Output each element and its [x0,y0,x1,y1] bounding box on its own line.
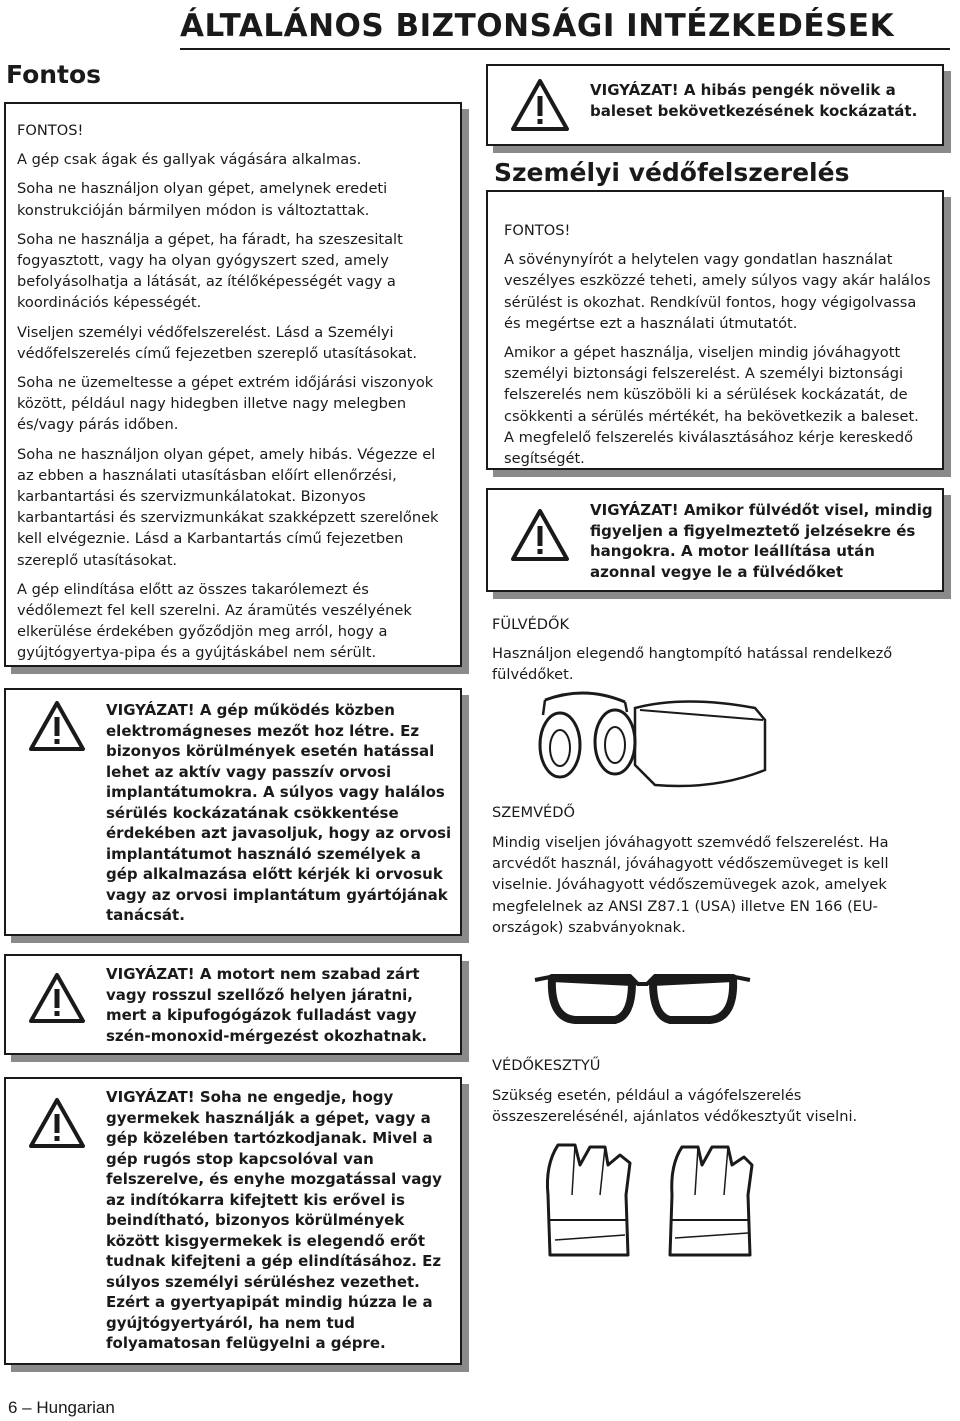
warning-box-ear-protection [486,488,944,592]
ear-protector-visor-illustration [515,690,775,795]
page-header-title: ÁLTALÁNOS BIZTONSÁGI INTÉZKEDÉSEK [180,8,895,44]
warning-box-children [4,1077,462,1365]
warning-triangle-icon [28,700,86,756]
warning-triangle-icon [510,508,570,566]
eye-protection-heading: SZEMVÉDŐ [492,804,576,821]
fontos-paragraph: Soha ne használjon olyan gépet, amelynek eredeti konstrukcióján bármilyen módon is változtattak. [17,180,388,219]
protective-gloves-illustration [530,1135,770,1260]
fontos-paragraph: Soha ne használja a gépet, ha fáradt, ha szeszesitalt fogyasztott, vagy ha olyan gyógyszert szed, amely befolyásolhatja a látását, az ítélőképességét vagy a koordinációs képességét. [17,230,403,312]
fontos-paragraph: A gép csak ágak és gallyak vágására alkalmas. [17,151,362,169]
ppe-label: FONTOS! [504,222,571,239]
section-title-ppe: Személyi védőfelszerelés [494,158,850,187]
fontos-paragraph: Soha ne üzemeltesse a gépet extrém időjárási viszonyok között, például nagy hidegben illetve nagy melegben és/vagy párás időben. [17,374,434,434]
warning-triangle-icon [28,972,86,1028]
ear-protection-heading: FÜLVÉDŐK [492,616,570,633]
warning-text: VIGYÁZAT! A hibás pengék növelik a baleset bekövetkezésének kockázatát. [590,81,918,120]
ppe-paragraph: A sövénynyírót a helytelen vagy gondatlan használat veszélyes eszközzé teheti, amely súlyos vagy akár halálos sérülést is okozhat. Rendkívül fontos, hogy végigolvassa és megértse ezt a használati útmutatót. [504,251,931,332]
eye-protection-text: Mindig viseljen jóváhagyott szemvédő felszerelést. Ha arcvédőt használ, jóváhagyott védőszemüveget is kell viselnie. Jóváhagyott védőszemüvegek azok, amelyek megfelelnek az ANSI Z87.1 (USA) illetve EN 166 (EU-országok) szabványoknak. [492,834,889,936]
fontos-paragraph: Soha ne használjon olyan gépet, amely hibás. Végezze el az ebben a használati utasításban előírt ellenőrzési, karbantartási és szervizmunkálatokat. Bizonyos karbantartási és szervizmunkákat szakképzett szerelőnek kell elvégeznie. Lásd a Karbantartás című fejezetben szereplő utasításokat. [17,445,439,569]
safety-glasses-illustration [530,968,755,1028]
ppe-box [486,190,944,470]
warning-box-blades [486,64,944,146]
fontos-box [4,102,462,667]
fontos-paragraph: Viseljen személyi védőfelszerelést. Lásd a Személyi védőfelszerelés című fejezetben szereplő utasításokat. [17,323,418,362]
fontos-label: FONTOS! [17,122,84,139]
page-footer: 6 – Hungarian [8,1398,115,1417]
fontos-paragraph: A gép elindítása előtt az összes takarólemezt és védőlemezt fel kell szerelni. Az áramütés veszélyének elkerülése érdekében győződjön meg arról, hogy a gyújtógyertya-pipa és a gyújtáskábel nem sérült. [17,580,412,662]
warning-triangle-icon [510,78,570,136]
warning-text: VIGYÁZAT! Soha ne engedje, hogy gyermekek használják a gépet, vagy a gép közelében tartózkodjanak. Mivel a gép rugós stop kapcsolóval van felszerelve, és enyhe mozgatással vagy az indítókarra kifejtett kis erővel is beindítható, bizonyos körülmények között kisgyermekek is elegendő erőt tudnak kifejteni a gép elindításához. Ez súlyos személyi sérüléshez vezethet. Ezért a gyertyapipát mindig húzza le a gyújtógyertyáról, ha nem tud folyamatosan felügyelni a gépre. [106,1088,442,1352]
gloves-heading: VÉDŐKESZTYŰ [492,1057,601,1074]
warning-box-exhaust [4,954,462,1055]
ppe-paragraph: Amikor a gépet használja, viseljen mindig jóváhagyott személyi biztonsági felszerelést. A személyi biztonsági felszerelés nem küszöböli ki a sérülések kockázatát, de csökkenti a sérülés mértékét, ha bekövetkezik a baleset. A megfelelő felszerelés kiválasztásához kérje kereskedő segítségét. [504,344,919,468]
header-rule [180,48,950,50]
warning-text: VIGYÁZAT! A motort nem szabad zárt vagy rosszul szellőző helyen járatni, mert a kipufogógázok fulladást vagy szén-monoxid-mérgezést okozhatnak. [106,965,428,1045]
section-title-fontos: Fontos [6,60,102,89]
warning-box-electromagnetic [4,688,462,936]
ear-protection-text: Használjon elegendő hangtompító hatással rendelkező fülvédőket. [492,645,893,684]
warning-triangle-icon [28,1097,86,1153]
warning-text: VIGYÁZAT! Amikor fülvédőt visel, mindig figyeljen a figyelmeztető jelzésekre és hangokra. A motor leállítása után azonnal vegye le a fülvédőket [590,501,933,581]
gloves-text: Szükség esetén, például a vágófelszerelés összeszerelésénél, ajánlatos védőkesztyűt viselni. [492,1087,858,1126]
warning-text: VIGYÁZAT! A gép működés közben elektromágneses mezőt hoz létre. Ez bizonyos körülmények esetén hatással lehet az aktív vagy passzív orvosi implantátumokra. A súlyos vagy halálos sérülés kockázatának csökkentése érdekében azt javasoljuk, hogy az orvosi implantátumot használó személyek a gép alkalmazása előtt kérjék ki orvosuk vagy az orvosi implantátum gyártójának tanácsát. [106,701,452,924]
